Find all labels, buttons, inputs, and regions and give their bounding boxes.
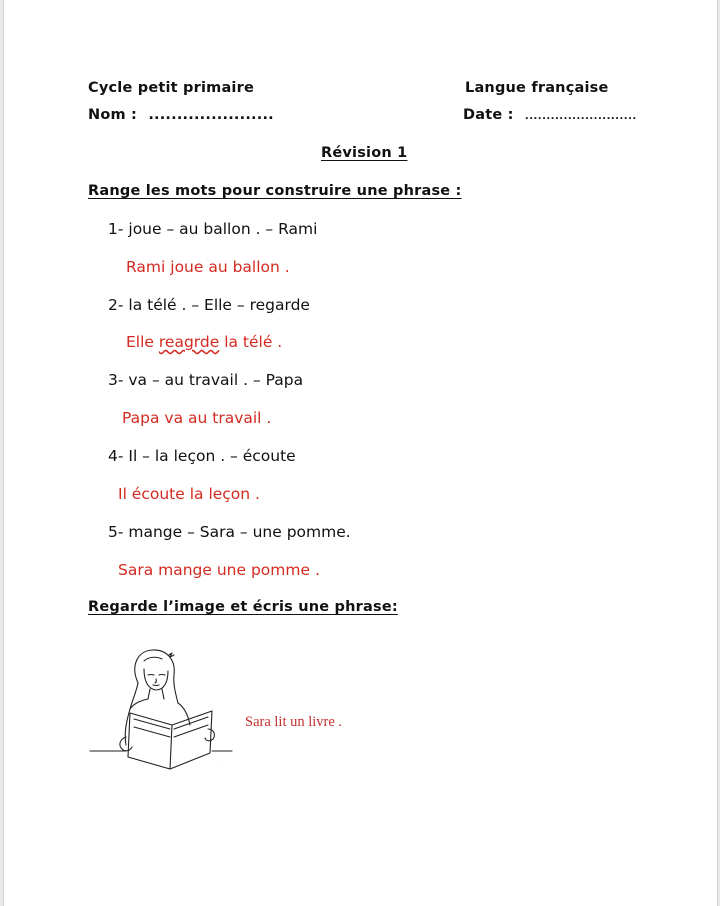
name-label-text: Nom : [88, 107, 138, 123]
exercise2-instruction: Regarde l’image et écris une phrase: [88, 599, 398, 615]
exercise1-answer-3: Papa va au travail . [122, 409, 272, 427]
date-label-text: Date : [463, 107, 514, 123]
exercise1-item-4: 4- Il – la leçon . – écoute [108, 447, 296, 465]
answer-2-part-2: la télé . [219, 333, 283, 351]
exercise1-item-3: 3- va – au travail . – Papa [108, 371, 304, 389]
tiny-mark: . [219, 759, 221, 764]
name-label [88, 107, 274, 123]
girl-reading-illustration [86, 645, 236, 770]
exercise1-answer-5: Sara mange une pomme . [118, 561, 320, 579]
school-cycle-label: Cycle petit primaire [88, 80, 254, 96]
exercise1-answer-1: Rami joue au ballon . [126, 258, 290, 276]
name-dots: ...................... [148, 107, 274, 123]
subject-label: Langue française [465, 80, 609, 96]
exercise1-item-2: 2- la télé . – Elle – regarde [108, 296, 310, 314]
date-dots: .......................... [524, 111, 637, 122]
page-title: Révision 1 [321, 145, 408, 161]
exercise1-instruction: Range les mots pour construire une phrase : [88, 183, 462, 199]
date-label [463, 107, 637, 123]
worksheet-page [3, 0, 718, 906]
exercise1-item-5: 5- mange – Sara – une pomme. [108, 523, 351, 541]
exercise1-answer-2 [126, 333, 282, 351]
exercise1-item-1: 1- joue – au ballon . – Rami [108, 220, 318, 238]
answer-2-part-1: Elle [126, 333, 159, 351]
exercise1-answer-4: Il écoute la leçon . [118, 485, 260, 503]
exercise2-answer: Sara lit un livre . [245, 714, 343, 730]
answer-2-misspelled-word: reagrde [158, 333, 220, 351]
